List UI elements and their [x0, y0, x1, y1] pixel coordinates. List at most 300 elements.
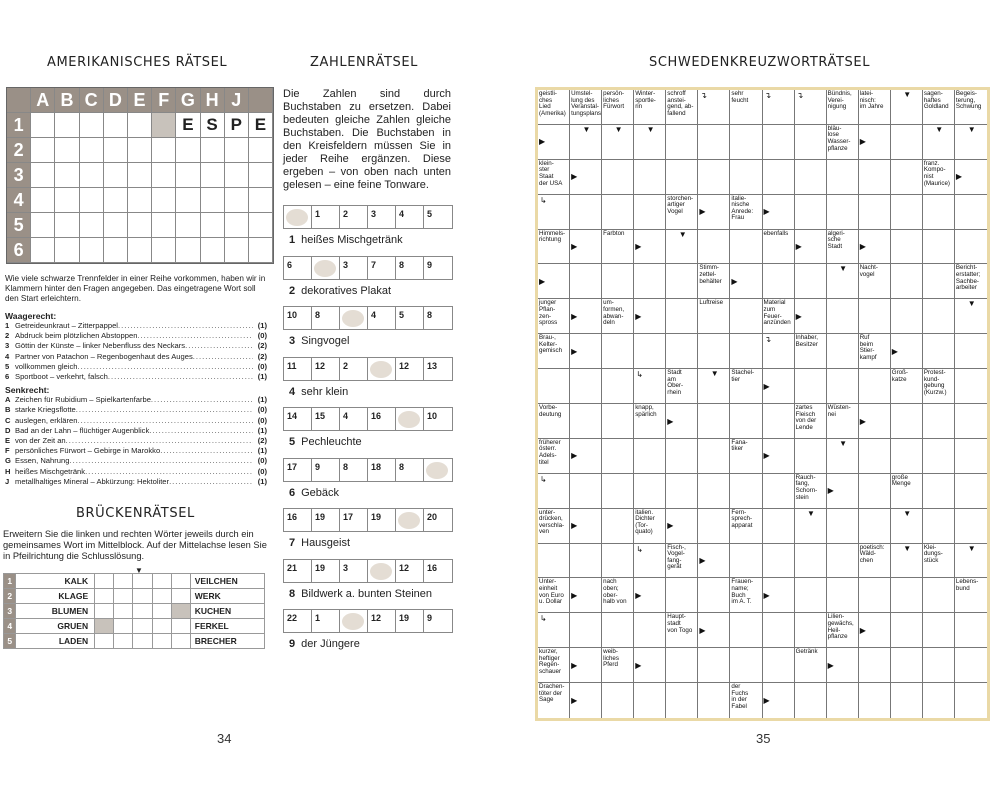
answer-cell[interactable]: [634, 160, 666, 195]
answer-cell[interactable]: [955, 648, 987, 683]
answer-cell[interactable]: [538, 369, 570, 404]
answer-cell[interactable]: [698, 648, 730, 683]
grid-cell[interactable]: [128, 113, 152, 138]
answer-cell[interactable]: [827, 195, 859, 230]
grid-cell[interactable]: [55, 163, 79, 188]
grid-cell[interactable]: [31, 213, 55, 238]
answer-cell[interactable]: [923, 439, 955, 474]
answer-cell[interactable]: [891, 578, 923, 613]
answer-cell[interactable]: [859, 683, 891, 718]
answer-cell[interactable]: [666, 648, 698, 683]
number-cell[interactable]: 12: [396, 560, 424, 582]
number-cell[interactable]: 19: [312, 509, 340, 531]
number-cell[interactable]: 14: [284, 408, 312, 430]
answer-cell[interactable]: [538, 125, 570, 160]
answer-cell[interactable]: [666, 299, 698, 334]
answer-cell[interactable]: [795, 544, 827, 579]
answer-cell[interactable]: [698, 125, 730, 160]
answer-cell[interactable]: [955, 299, 987, 334]
answer-cell[interactable]: [730, 544, 762, 579]
number-cell[interactable]: 8: [396, 257, 424, 279]
grid-cell[interactable]: [128, 213, 152, 238]
answer-cell[interactable]: [763, 544, 795, 579]
number-cell[interactable]: 4: [368, 307, 396, 329]
answer-cell[interactable]: [795, 299, 827, 334]
answer-cell[interactable]: [730, 613, 762, 648]
answer-cell[interactable]: [698, 160, 730, 195]
answer-cell[interactable]: [827, 683, 859, 718]
answer-cell[interactable]: [634, 334, 666, 369]
bridge-cell[interactable]: [171, 574, 190, 589]
bridge-cell[interactable]: [114, 619, 133, 634]
answer-cell[interactable]: [602, 125, 634, 160]
number-cell[interactable]: 9: [312, 459, 340, 481]
grid-cell[interactable]: [176, 188, 200, 213]
answer-cell[interactable]: [763, 509, 795, 544]
grid-cell[interactable]: [249, 138, 273, 163]
answer-cell[interactable]: [827, 369, 859, 404]
answer-cell[interactable]: [795, 578, 827, 613]
answer-cell[interactable]: [795, 160, 827, 195]
grid-cell[interactable]: [55, 138, 79, 163]
answer-cell[interactable]: [763, 90, 795, 125]
answer-cell[interactable]: [763, 264, 795, 299]
answer-cell[interactable]: [795, 230, 827, 265]
answer-cell[interactable]: [570, 299, 602, 334]
american-puzzle-grid[interactable]: [6, 87, 274, 264]
answer-cell[interactable]: [698, 404, 730, 439]
answer-cell[interactable]: [955, 683, 987, 718]
answer-cell[interactable]: [634, 648, 666, 683]
answer-cell[interactable]: [795, 125, 827, 160]
number-cell[interactable]: 1: [312, 610, 340, 632]
answer-cell[interactable]: [827, 264, 859, 299]
bridge-cell[interactable]: [114, 634, 133, 649]
answer-cell[interactable]: [666, 264, 698, 299]
answer-cell[interactable]: [955, 509, 987, 544]
answer-cell[interactable]: [891, 90, 923, 125]
grid-cell[interactable]: [152, 238, 176, 263]
answer-cell[interactable]: [859, 195, 891, 230]
answer-cell[interactable]: [538, 474, 570, 509]
answer-cell[interactable]: [955, 334, 987, 369]
grid-cell[interactable]: [104, 188, 128, 213]
answer-cell[interactable]: [570, 613, 602, 648]
answer-cell[interactable]: [570, 264, 602, 299]
grid-cell[interactable]: [128, 238, 152, 263]
grid-cell[interactable]: [80, 213, 104, 238]
number-cell[interactable]: 12: [368, 610, 396, 632]
answer-cell[interactable]: [955, 613, 987, 648]
answer-cell[interactable]: [923, 648, 955, 683]
answer-cell[interactable]: [602, 683, 634, 718]
answer-cell[interactable]: [666, 683, 698, 718]
answer-cell[interactable]: [763, 125, 795, 160]
answer-cell[interactable]: [634, 578, 666, 613]
answer-cell[interactable]: [795, 683, 827, 718]
bridge-cell[interactable]: [171, 589, 190, 604]
answer-cell[interactable]: [602, 334, 634, 369]
answer-cell[interactable]: [891, 264, 923, 299]
answer-cell[interactable]: [730, 648, 762, 683]
grid-cell[interactable]: [80, 163, 104, 188]
answer-cell[interactable]: [602, 509, 634, 544]
grid-cell[interactable]: [128, 163, 152, 188]
answer-cell[interactable]: [923, 613, 955, 648]
answer-cell[interactable]: [859, 125, 891, 160]
answer-cell[interactable]: [763, 439, 795, 474]
answer-cell[interactable]: [763, 369, 795, 404]
grid-cell[interactable]: [152, 163, 176, 188]
grid-cell[interactable]: [249, 238, 273, 263]
answer-cell[interactable]: [602, 264, 634, 299]
answer-cell[interactable]: [570, 404, 602, 439]
bridge-cell[interactable]: [171, 634, 190, 649]
grid-cell[interactable]: [201, 188, 225, 213]
grid-cell[interactable]: [55, 188, 79, 213]
grid-cell[interactable]: [55, 213, 79, 238]
swedish-puzzle-grid[interactable]: [538, 90, 987, 718]
number-cell[interactable]: 9: [424, 257, 452, 279]
answer-cell[interactable]: [923, 683, 955, 718]
answer-cell[interactable]: [538, 544, 570, 579]
answer-cell[interactable]: [570, 369, 602, 404]
answer-cell[interactable]: [634, 683, 666, 718]
answer-cell[interactable]: [698, 683, 730, 718]
bridge-cell[interactable]: [95, 589, 114, 604]
answer-cell[interactable]: [795, 264, 827, 299]
answer-cell[interactable]: [570, 334, 602, 369]
number-cell[interactable]: 2: [340, 358, 368, 380]
circle-cell[interactable]: [340, 307, 368, 329]
answer-cell[interactable]: [634, 613, 666, 648]
bridge-cell[interactable]: [152, 574, 171, 589]
answer-cell[interactable]: [570, 683, 602, 718]
answer-cell[interactable]: [891, 230, 923, 265]
grid-cell[interactable]: [80, 138, 104, 163]
answer-cell[interactable]: [666, 474, 698, 509]
answer-cell[interactable]: [698, 369, 730, 404]
answer-cell[interactable]: [634, 195, 666, 230]
answer-cell[interactable]: [602, 613, 634, 648]
answer-cell[interactable]: [634, 369, 666, 404]
circle-cell[interactable]: [396, 408, 424, 430]
answer-cell[interactable]: [923, 125, 955, 160]
answer-cell[interactable]: [666, 160, 698, 195]
answer-cell[interactable]: [955, 474, 987, 509]
answer-cell[interactable]: [763, 648, 795, 683]
grid-cell[interactable]: [201, 213, 225, 238]
answer-cell[interactable]: [923, 334, 955, 369]
answer-cell[interactable]: [602, 474, 634, 509]
grid-cell[interactable]: [31, 163, 55, 188]
circle-cell[interactable]: [340, 610, 368, 632]
answer-cell[interactable]: [795, 90, 827, 125]
grid-cell[interactable]: S: [201, 113, 225, 138]
answer-cell[interactable]: [634, 439, 666, 474]
grid-cell[interactable]: [152, 188, 176, 213]
bridge-cell[interactable]: [95, 604, 114, 619]
grid-cell[interactable]: E: [176, 113, 200, 138]
answer-cell[interactable]: [859, 509, 891, 544]
grid-cell[interactable]: [31, 238, 55, 263]
bridge-cell[interactable]: [95, 634, 114, 649]
grid-cell[interactable]: [55, 113, 79, 138]
answer-cell[interactable]: [698, 195, 730, 230]
answer-cell[interactable]: [827, 509, 859, 544]
bridge-cell[interactable]: [114, 604, 133, 619]
number-cell[interactable]: 5: [424, 206, 452, 228]
answer-cell[interactable]: [602, 544, 634, 579]
bridge-cell[interactable]: [152, 619, 171, 634]
answer-cell[interactable]: [955, 125, 987, 160]
answer-cell[interactable]: [730, 264, 762, 299]
answer-cell[interactable]: [827, 160, 859, 195]
grid-cell[interactable]: [225, 163, 249, 188]
answer-cell[interactable]: [827, 334, 859, 369]
answer-cell[interactable]: [827, 439, 859, 474]
circle-cell[interactable]: [368, 560, 396, 582]
number-cell[interactable]: 13: [424, 358, 452, 380]
answer-cell[interactable]: [698, 578, 730, 613]
number-cell[interactable]: 8: [340, 459, 368, 481]
number-cell[interactable]: 17: [284, 459, 312, 481]
grid-cell[interactable]: [201, 163, 225, 188]
number-cell[interactable]: 2: [340, 206, 368, 228]
circle-cell[interactable]: [312, 257, 340, 279]
answer-cell[interactable]: [730, 299, 762, 334]
answer-cell[interactable]: [698, 474, 730, 509]
number-cell[interactable]: 11: [284, 358, 312, 380]
circle-cell[interactable]: [424, 459, 452, 481]
answer-cell[interactable]: [730, 334, 762, 369]
bridge-cell[interactable]: [133, 604, 152, 619]
number-cell[interactable]: 6: [284, 257, 312, 279]
answer-cell[interactable]: [859, 439, 891, 474]
answer-cell[interactable]: [634, 230, 666, 265]
answer-cell[interactable]: [955, 195, 987, 230]
grid-cell[interactable]: [80, 188, 104, 213]
bridge-cell[interactable]: [133, 574, 152, 589]
answer-cell[interactable]: [602, 160, 634, 195]
grid-cell[interactable]: [104, 238, 128, 263]
answer-cell[interactable]: [698, 230, 730, 265]
number-cell[interactable]: 16: [424, 560, 452, 582]
answer-cell[interactable]: [634, 474, 666, 509]
answer-cell[interactable]: [795, 613, 827, 648]
grid-cell[interactable]: [80, 238, 104, 263]
answer-cell[interactable]: [795, 439, 827, 474]
number-cell[interactable]: 12: [312, 358, 340, 380]
answer-cell[interactable]: [666, 334, 698, 369]
answer-cell[interactable]: [763, 613, 795, 648]
answer-cell[interactable]: [923, 299, 955, 334]
answer-cell[interactable]: [763, 578, 795, 613]
answer-cell[interactable]: [698, 613, 730, 648]
grid-cell[interactable]: [249, 163, 273, 188]
answer-cell[interactable]: [923, 578, 955, 613]
answer-cell[interactable]: [859, 160, 891, 195]
number-cell[interactable]: 19: [312, 560, 340, 582]
number-cell[interactable]: 20: [424, 509, 452, 531]
number-cell[interactable]: 3: [368, 206, 396, 228]
answer-cell[interactable]: [923, 264, 955, 299]
number-cell[interactable]: 18: [368, 459, 396, 481]
grid-cell[interactable]: [80, 113, 104, 138]
grid-cell[interactable]: [152, 138, 176, 163]
answer-cell[interactable]: [795, 509, 827, 544]
answer-cell[interactable]: [859, 648, 891, 683]
answer-cell[interactable]: [827, 544, 859, 579]
answer-cell[interactable]: [923, 509, 955, 544]
answer-cell[interactable]: [795, 195, 827, 230]
grid-cell[interactable]: [104, 163, 128, 188]
answer-cell[interactable]: [698, 90, 730, 125]
number-cell[interactable]: 21: [284, 560, 312, 582]
answer-cell[interactable]: [666, 404, 698, 439]
answer-cell[interactable]: [570, 439, 602, 474]
answer-cell[interactable]: [859, 474, 891, 509]
answer-cell[interactable]: [891, 683, 923, 718]
answer-cell[interactable]: [827, 474, 859, 509]
answer-cell[interactable]: [763, 683, 795, 718]
bridge-cell[interactable]: [152, 604, 171, 619]
answer-cell[interactable]: [698, 439, 730, 474]
answer-cell[interactable]: [827, 578, 859, 613]
number-cell[interactable]: 8: [396, 459, 424, 481]
answer-cell[interactable]: [955, 369, 987, 404]
number-cell[interactable]: 4: [340, 408, 368, 430]
grid-cell[interactable]: [225, 238, 249, 263]
answer-cell[interactable]: [763, 160, 795, 195]
answer-cell[interactable]: [538, 613, 570, 648]
answer-cell[interactable]: [763, 334, 795, 369]
grid-cell[interactable]: [31, 113, 55, 138]
grid-cell[interactable]: [55, 238, 79, 263]
answer-cell[interactable]: [730, 230, 762, 265]
answer-cell[interactable]: [891, 334, 923, 369]
number-cell[interactable]: 5: [396, 307, 424, 329]
answer-cell[interactable]: [570, 195, 602, 230]
answer-cell[interactable]: [795, 369, 827, 404]
answer-cell[interactable]: [827, 299, 859, 334]
answer-cell[interactable]: [763, 404, 795, 439]
grid-cell[interactable]: [249, 188, 273, 213]
answer-cell[interactable]: [570, 509, 602, 544]
grid-cell[interactable]: [201, 138, 225, 163]
number-cell[interactable]: 1: [312, 206, 340, 228]
answer-cell[interactable]: [859, 404, 891, 439]
answer-cell[interactable]: [698, 544, 730, 579]
answer-cell[interactable]: [570, 544, 602, 579]
grid-cell[interactable]: [249, 213, 273, 238]
circle-cell[interactable]: [396, 509, 424, 531]
answer-cell[interactable]: [666, 509, 698, 544]
bridge-cell[interactable]: [133, 634, 152, 649]
answer-cell[interactable]: [634, 299, 666, 334]
answer-cell[interactable]: [891, 299, 923, 334]
answer-cell[interactable]: [859, 299, 891, 334]
number-cell[interactable]: 17: [340, 509, 368, 531]
circle-cell[interactable]: [368, 358, 396, 380]
grid-cell[interactable]: [152, 213, 176, 238]
answer-cell[interactable]: [634, 264, 666, 299]
answer-cell[interactable]: [698, 509, 730, 544]
answer-cell[interactable]: [891, 544, 923, 579]
answer-cell[interactable]: [602, 439, 634, 474]
answer-cell[interactable]: [570, 648, 602, 683]
number-cell[interactable]: 8: [424, 307, 452, 329]
answer-cell[interactable]: [730, 160, 762, 195]
grid-cell[interactable]: [225, 138, 249, 163]
grid-cell[interactable]: [176, 213, 200, 238]
answer-cell[interactable]: [891, 439, 923, 474]
answer-cell[interactable]: [570, 578, 602, 613]
grid-cell[interactable]: [152, 113, 176, 138]
answer-cell[interactable]: [698, 334, 730, 369]
answer-cell[interactable]: [923, 474, 955, 509]
number-cell[interactable]: 10: [284, 307, 312, 329]
bridge-cell[interactable]: [171, 604, 190, 619]
answer-cell[interactable]: [891, 195, 923, 230]
answer-cell[interactable]: [955, 230, 987, 265]
answer-cell[interactable]: [570, 230, 602, 265]
answer-cell[interactable]: [602, 195, 634, 230]
grid-cell[interactable]: [128, 188, 152, 213]
grid-cell[interactable]: [104, 113, 128, 138]
answer-cell[interactable]: [859, 230, 891, 265]
number-cell[interactable]: 16: [368, 408, 396, 430]
answer-cell[interactable]: [570, 160, 602, 195]
answer-cell[interactable]: [955, 404, 987, 439]
answer-cell[interactable]: [955, 544, 987, 579]
grid-cell[interactable]: [225, 213, 249, 238]
bridge-cell[interactable]: [114, 574, 133, 589]
answer-cell[interactable]: [891, 613, 923, 648]
bridge-cell[interactable]: [133, 619, 152, 634]
answer-cell[interactable]: [666, 439, 698, 474]
bridge-cell[interactable]: [95, 574, 114, 589]
answer-cell[interactable]: [730, 474, 762, 509]
grid-cell[interactable]: [201, 238, 225, 263]
answer-cell[interactable]: [602, 404, 634, 439]
number-cell[interactable]: 4: [396, 206, 424, 228]
grid-cell[interactable]: [31, 188, 55, 213]
answer-cell[interactable]: [730, 404, 762, 439]
bridge-cell[interactable]: [152, 634, 171, 649]
number-cell[interactable]: 9: [424, 610, 452, 632]
number-cell[interactable]: 7: [368, 257, 396, 279]
answer-cell[interactable]: [891, 404, 923, 439]
answer-cell[interactable]: [955, 160, 987, 195]
number-cell[interactable]: 22: [284, 610, 312, 632]
answer-cell[interactable]: [666, 230, 698, 265]
bridge-cell[interactable]: [114, 589, 133, 604]
grid-cell[interactable]: P: [225, 113, 249, 138]
answer-cell[interactable]: [859, 613, 891, 648]
answer-cell[interactable]: [923, 230, 955, 265]
answer-cell[interactable]: [538, 195, 570, 230]
number-cell[interactable]: 8: [312, 307, 340, 329]
number-cell[interactable]: 12: [396, 358, 424, 380]
number-cell[interactable]: 16: [284, 509, 312, 531]
answer-cell[interactable]: [570, 125, 602, 160]
bridge-cell[interactable]: [171, 619, 190, 634]
answer-cell[interactable]: [570, 474, 602, 509]
answer-cell[interactable]: [891, 648, 923, 683]
answer-cell[interactable]: [666, 578, 698, 613]
answer-cell[interactable]: [763, 195, 795, 230]
